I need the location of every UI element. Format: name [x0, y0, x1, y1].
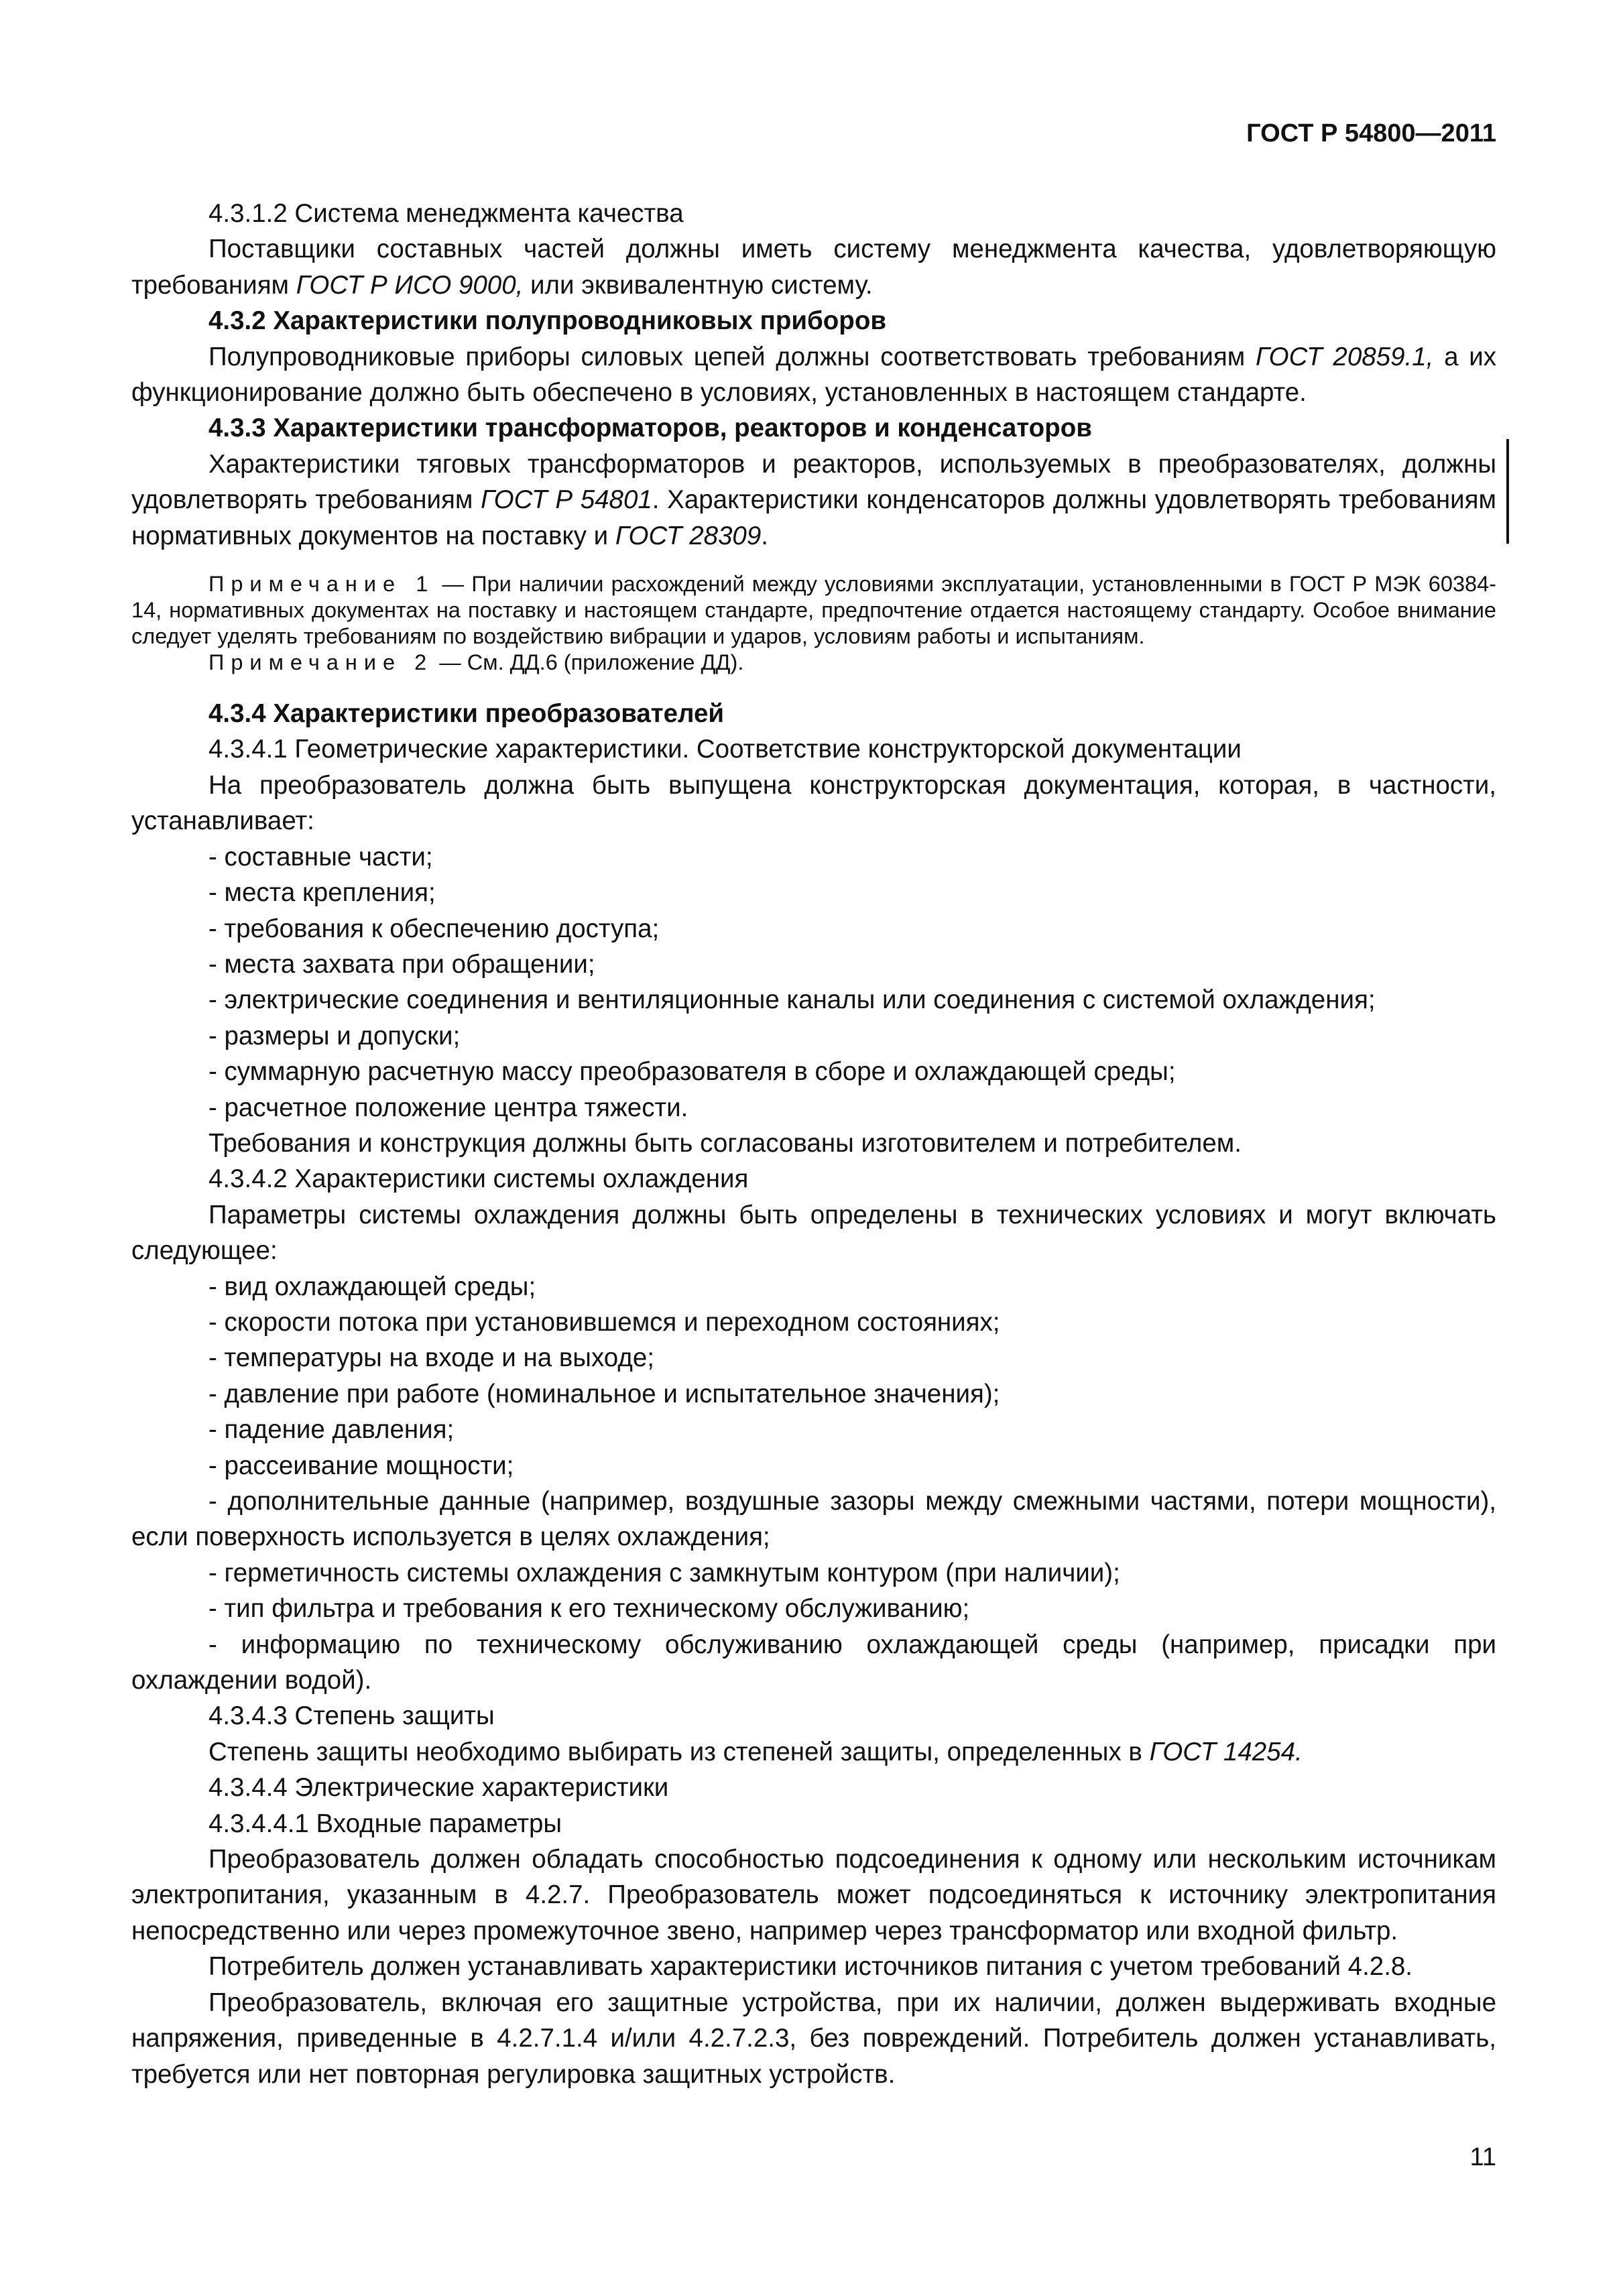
- standard-reference: ГОСТ Р ИСО 9000,: [296, 270, 524, 300]
- section-4343-paragraph: [131, 1734, 1496, 1770]
- list-item: - информацию по техническому обслуживанию охлаждающей среды (например, присадки при охлаждении водой).: [131, 1630, 1496, 1695]
- section-434-heading: 4.3.4 Характеристики преобразователей: [208, 699, 725, 729]
- page-number: 11: [1469, 2143, 1496, 2171]
- notes-block: [131, 571, 1496, 676]
- text-run: или эквивалентную систему.: [523, 270, 873, 300]
- text-run: а их функционирование должно быть обеспечено в условиях, установленных в настоящем стандарте.: [131, 342, 1497, 408]
- section-433-paragraph: [131, 446, 1496, 554]
- list-item: - вид охлаждающей среды;: [208, 1272, 536, 1301]
- text-run: Поставщики составных частей должны иметь систему менеджмента качества, удовлетворяющую требованиям: [131, 235, 1496, 300]
- list-item: - скорости потока при установившемся и переходном состояниях;: [208, 1307, 1000, 1337]
- list-item: - герметичность системы охлаждения с замкнутым контуром (при наличии);: [208, 1558, 1120, 1587]
- section-4343-title: 4.3.4.3 Степень защиты: [208, 1701, 495, 1731]
- section-433-heading: 4.3.3 Характеристики трансформаторов, реакторов и конденсаторов: [208, 414, 1092, 443]
- text-run: .: [761, 521, 768, 550]
- section-43441-paragraph-3: Преобразователь, включая его защитные устройства, при их наличии, должен выдерживать входные напряжения, приведенные в 4.2.7.1.4 и/или 4.2.7.2.3, без повреждений. Потребитель должен устанавливать, требуется или нет повторная регулировка защитных устройств.: [131, 1988, 1496, 2089]
- list-item: - дополнительные данные (например, воздушные зазоры между смежными частями, потери мощности), если поверхность используется в целях охлаждения;: [131, 1487, 1496, 1552]
- section-4342-intro: Параметры системы охлаждения должны быть определены в технических условиях и могут включать следующее:: [131, 1200, 1496, 1266]
- revision-change-bar: [1506, 439, 1509, 544]
- document-header: ГОСТ Р 54800—2011: [1246, 119, 1496, 147]
- section-4341-intro: На преобразователь должна быть выпущена конструкторская документация, которая, в частности, устанавливает:: [131, 770, 1496, 836]
- section-4342-title: 4.3.4.2 Характеристики системы охлаждения: [208, 1164, 749, 1194]
- list-item: - размеры и допуски;: [208, 1021, 461, 1050]
- note-text: — См. ДД.6 (приложение ДД).: [433, 650, 744, 675]
- list-item: - места захвата при обращении;: [208, 949, 595, 979]
- text-run: Полупроводниковые приборы силовых цепей должны соответствовать требованиям: [208, 342, 1256, 371]
- standard-reference: ГОСТ Р 54801: [481, 485, 652, 515]
- document-body: [131, 196, 1496, 2092]
- list-item: - суммарную расчетную массу преобразователя в сборе и охлаждающей среды;: [208, 1057, 1176, 1087]
- text-run: Степень защиты необходимо выбирать из степеней защиты, определенных в: [208, 1737, 1150, 1766]
- list-item: - давление при работе (номинальное и испытательное значения);: [208, 1379, 1000, 1408]
- section-43441-title: 4.3.4.4.1 Входные параметры: [208, 1809, 562, 1838]
- section-432-heading: 4.3.2 Характеристики полупроводниковых приборов: [208, 306, 887, 336]
- section-432-paragraph: [131, 339, 1496, 411]
- list-item: - расчетное положение центра тяжести.: [208, 1093, 688, 1122]
- section-4312-paragraph: [131, 231, 1496, 303]
- section-4344-title: 4.3.4.4 Электрические характеристики: [208, 1773, 669, 1803]
- section-43441-paragraph-1: Преобразователь должен обладать способностью подсоединения к одному или нескольким источникам электропитания, указанным в 4.2.7. Преобразователь может подсоединяться к источнику электропитания непосредственно или через промежуточное звено, например через трансформатор или входной фильтр.: [131, 1845, 1496, 1945]
- list-item: - рассеивание мощности;: [208, 1451, 514, 1480]
- standard-reference: ГОСТ 14254.: [1149, 1737, 1303, 1766]
- list-item: - электрические соединения и вентиляционные каналы или соединения с системой охлаждения;: [208, 985, 1376, 1015]
- note-2: [131, 650, 1496, 676]
- note-1: [131, 571, 1496, 650]
- text-run: Характеристики тяговых трансформаторов и реакторов, используемых в преобразователях, должны удовлетворять требованиям: [131, 449, 1496, 515]
- list-item: - падение давления;: [208, 1415, 455, 1445]
- list-item: - составные части;: [208, 842, 433, 871]
- list-item: - места крепления;: [208, 878, 436, 908]
- list-item: - температуры на входе и на выходе;: [208, 1343, 654, 1373]
- list-item: - требования к обеспечению доступа;: [208, 914, 660, 943]
- note-label: Примечание 2: [208, 650, 434, 675]
- section-4341-title: 4.3.4.1 Геометрические характеристики. Соответствие конструкторской документации: [208, 735, 1242, 764]
- list-item: - тип фильтра и требования к его техническому обслуживанию;: [208, 1594, 970, 1624]
- section-4312-title: 4.3.1.2 Система менеджмента качества: [208, 199, 684, 228]
- section-43441-paragraph-2: Потребитель должен устанавливать характеристики источников питания с учетом требований 4.2.8.: [208, 1952, 1413, 1982]
- section-4341-outro: Требования и конструкция должны быть согласованы изготовителем и потребителем.: [208, 1128, 1242, 1158]
- standard-reference: ГОСТ 28309: [615, 521, 762, 550]
- standard-reference: ГОСТ 20859.1,: [1256, 342, 1434, 371]
- note-text: — При наличии расхождений между условиями эксплуатации, установленными в ГОСТ Р МЭК 60384-14, нормативных документах на поставку и настоящем стандарте, предпочтение отдается настоящему стандарту. Особое внимание следует уделять требованиям по воздействию вибрации и ударов, условиям работы и испытаниям.: [131, 572, 1496, 649]
- note-label: Примечание 1: [208, 572, 435, 597]
- text-run: . Характеристики конденсаторов должны удовлетворять требованиям нормативных документов на поставку и: [131, 485, 1496, 550]
